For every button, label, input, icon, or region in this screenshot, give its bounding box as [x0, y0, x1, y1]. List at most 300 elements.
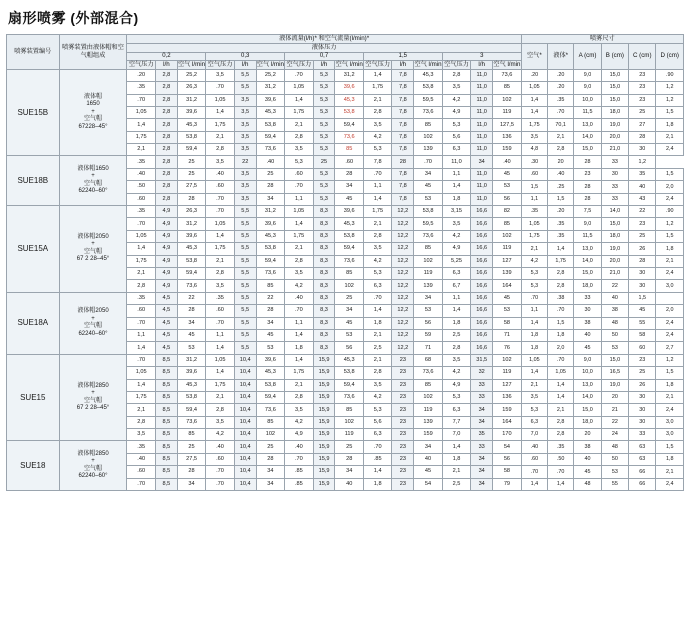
dimension-cell: 25 — [629, 367, 656, 379]
dimension-cell: 6,3 — [521, 416, 547, 428]
data-cell: 15,9 — [313, 453, 335, 465]
data-cell: 11,0 — [471, 82, 493, 94]
data-cell: 170 — [493, 429, 522, 441]
data-cell: 3,15 — [442, 206, 470, 218]
dimension-cell: .35 — [521, 206, 547, 218]
data-cell: 16,6 — [471, 317, 493, 329]
dimension-cell: 1,2 — [656, 94, 684, 106]
data-cell: 102 — [256, 429, 284, 441]
data-cell: 34 — [256, 466, 284, 478]
table-row — [7, 354, 684, 366]
data-cell: 1,75 — [285, 367, 313, 379]
data-cell: .40 — [256, 156, 284, 168]
data-cell: 139 — [414, 416, 442, 428]
data-cell: 85 — [335, 404, 363, 416]
data-cell: 3,5 — [234, 131, 256, 143]
data-cell: 10,4 — [234, 379, 256, 391]
dimension-cell: 2,4 — [656, 404, 684, 416]
data-cell: 53,8 — [335, 367, 363, 379]
data-cell: 102 — [335, 416, 363, 428]
dimension-cell: 50 — [601, 453, 628, 465]
header-pressure-2: 0,7 — [285, 52, 364, 61]
dimension-cell: 1,2 — [656, 82, 684, 94]
data-cell: 1,4 — [127, 243, 155, 255]
data-cell: 39,6 — [256, 94, 284, 106]
spray-nozzle-table — [6, 34, 684, 491]
header-dims-group: 喷雾尺寸 — [521, 35, 683, 44]
dimension-cell: 1,8 — [656, 119, 684, 131]
data-cell: .50 — [127, 181, 155, 193]
dimension-cell: 13,0 — [574, 379, 601, 391]
dimension-cell: 1,5 — [656, 106, 684, 118]
data-cell: 10,4 — [234, 478, 256, 490]
data-cell: 4,5 — [155, 342, 177, 354]
data-cell: 33 — [471, 379, 493, 391]
data-cell: 45,3 — [256, 230, 284, 242]
data-cell: 127,5 — [493, 119, 522, 131]
data-cell: 6,3 — [363, 429, 391, 441]
data-cell: 26,3 — [177, 82, 205, 94]
data-cell: 12,2 — [392, 243, 414, 255]
data-cell: 4,2 — [363, 391, 391, 403]
data-cell: 3,5 — [234, 106, 256, 118]
data-cell: 58 — [493, 317, 522, 329]
dimension-cell: .70 — [548, 466, 574, 478]
data-cell: 2,1 — [363, 218, 391, 230]
data-cell: .85 — [285, 466, 313, 478]
dimension-cell: 22 — [601, 280, 628, 292]
data-cell: .60 — [127, 193, 155, 205]
data-cell: 2,8 — [155, 94, 177, 106]
data-cell: 39,6 — [335, 206, 363, 218]
dimension-cell: 2,1 — [521, 243, 547, 255]
data-cell: .70 — [363, 292, 391, 304]
data-cell: 28 — [335, 453, 363, 465]
data-cell: 5,3 — [313, 94, 335, 106]
data-cell: .85 — [285, 478, 313, 490]
data-cell: 45,3 — [335, 354, 363, 366]
data-cell: 5,3 — [313, 168, 335, 180]
data-cell: 3,5 — [442, 354, 470, 366]
data-cell: 10,4 — [234, 391, 256, 403]
dimension-cell: 1,4 — [521, 367, 547, 379]
data-cell: 25 — [256, 441, 284, 453]
data-cell: 45 — [335, 317, 363, 329]
header-air-lmin-3: 空气 l/min — [414, 61, 442, 68]
data-cell: 4,2 — [442, 367, 470, 379]
data-cell: 23 — [392, 453, 414, 465]
dimension-cell — [656, 292, 684, 304]
dimension-cell: 14,0 — [574, 131, 601, 143]
data-cell: 4,9 — [442, 106, 470, 118]
data-cell: 34 — [177, 317, 205, 329]
data-cell: 2,1 — [363, 94, 391, 106]
data-cell: 53,8 — [256, 379, 284, 391]
dimension-cell: 1,5 — [548, 193, 574, 205]
data-cell: 82 — [493, 206, 522, 218]
dimension-cell: 5,3 — [521, 280, 547, 292]
data-cell: 1,75 — [127, 255, 155, 267]
data-cell: 73,6 — [335, 391, 363, 403]
data-cell: 1,4 — [442, 441, 470, 453]
dimension-cell: 15,0 — [574, 144, 601, 156]
data-cell: 1,4 — [127, 119, 155, 131]
dimension-cell: 26 — [629, 379, 656, 391]
data-cell: 5,5 — [234, 230, 256, 242]
data-cell: 45,3 — [177, 243, 205, 255]
data-cell: .35 — [127, 82, 155, 94]
table-row — [7, 156, 684, 168]
dimension-cell: 53 — [601, 342, 628, 354]
dimension-cell: 20,0 — [601, 131, 628, 143]
dimension-cell: 40 — [629, 181, 656, 193]
data-cell: 5,3 — [313, 131, 335, 143]
data-cell: 1,1 — [442, 168, 470, 180]
data-cell: .70 — [127, 218, 155, 230]
data-cell: 45,3 — [177, 119, 205, 131]
dimension-cell: 66 — [629, 466, 656, 478]
data-cell: 2,8 — [285, 255, 313, 267]
data-cell: 34 — [256, 193, 284, 205]
data-cell: 6,3 — [442, 404, 470, 416]
data-cell: 1,05 — [206, 94, 234, 106]
data-cell: 4,9 — [442, 379, 470, 391]
dimension-cell: 1,75 — [548, 255, 574, 267]
data-cell: 5,3 — [442, 391, 470, 403]
data-cell: 1,4 — [363, 466, 391, 478]
data-cell: 45,3 — [256, 367, 284, 379]
data-cell: 127 — [493, 379, 522, 391]
data-cell: 45 — [177, 329, 205, 341]
dimension-cell: .25 — [548, 181, 574, 193]
dimension-cell: 30 — [574, 305, 601, 317]
data-cell: 1,05 — [206, 218, 234, 230]
data-cell: 4,9 — [442, 243, 470, 255]
data-cell: 45 — [414, 181, 442, 193]
dimension-cell: 2,1 — [656, 131, 684, 143]
dimension-cell: 3,5 — [521, 391, 547, 403]
data-cell: 7,8 — [392, 119, 414, 131]
data-cell: 1,05 — [206, 354, 234, 366]
dimension-cell: 1,2 — [629, 156, 656, 168]
header-lh-3: l/h — [392, 61, 414, 70]
data-cell: .70 — [206, 466, 234, 478]
data-cell: 27,5 — [177, 453, 205, 465]
data-cell: 3,5 — [234, 181, 256, 193]
data-cell: .60 — [127, 305, 155, 317]
data-cell: 1,1 — [442, 292, 470, 304]
dimension-cell: 70,1 — [548, 119, 574, 131]
dimension-cell: 21,0 — [601, 268, 628, 280]
dimension-cell: 48 — [574, 478, 601, 490]
dimension-cell: 19,0 — [601, 119, 628, 131]
data-cell: 8,5 — [155, 367, 177, 379]
nozzle-code: SUE18A — [7, 292, 60, 354]
dimension-cell: 1,4 — [548, 379, 574, 391]
data-cell: 5,3 — [313, 144, 335, 156]
data-cell: 16,6 — [471, 342, 493, 354]
data-cell: 53 — [493, 305, 522, 317]
data-cell: 2,8 — [155, 119, 177, 131]
data-cell: 53,8 — [414, 82, 442, 94]
data-cell: 45 — [335, 193, 363, 205]
data-cell: 8,3 — [313, 329, 335, 341]
data-cell: 12,2 — [392, 317, 414, 329]
data-cell: 16,6 — [471, 329, 493, 341]
data-cell: 53,8 — [177, 391, 205, 403]
data-cell: 34 — [256, 317, 284, 329]
data-cell: 4,9 — [155, 206, 177, 218]
data-cell: 8,3 — [313, 243, 335, 255]
dimension-cell: 1,05 — [521, 354, 547, 366]
table-row — [7, 206, 684, 218]
data-cell: 11,0 — [471, 144, 493, 156]
dimension-cell: 1,4 — [521, 94, 547, 106]
data-cell: 2,8 — [127, 416, 155, 428]
data-cell: 3,5 — [363, 119, 391, 131]
data-cell: 5,5 — [234, 218, 256, 230]
data-cell: 1,05 — [127, 367, 155, 379]
dimension-cell: 15,0 — [601, 218, 628, 230]
data-cell: 4,9 — [155, 218, 177, 230]
data-cell: 1,4 — [285, 218, 313, 230]
dimension-cell: 1,1 — [521, 305, 547, 317]
data-cell: 59,4 — [177, 268, 205, 280]
dimension-cell: 45 — [574, 342, 601, 354]
header-pressure-1: 0,3 — [206, 52, 285, 61]
data-cell: 3,5 — [234, 144, 256, 156]
dimension-cell: .70 — [521, 466, 547, 478]
header-liquid-pressure: 液体压力 — [127, 43, 521, 52]
dimension-cell: .70 — [548, 305, 574, 317]
data-cell: 8,5 — [155, 404, 177, 416]
data-cell: 8,3 — [313, 230, 335, 242]
header-air-lmin-0: 空气 l/min — [177, 61, 206, 68]
data-cell: 2,8 — [155, 156, 177, 168]
dimension-cell: 1,5 — [629, 292, 656, 304]
dimension-cell: .40 — [521, 441, 547, 453]
data-cell: 4,2 — [285, 280, 313, 292]
data-cell: 5,5 — [234, 255, 256, 267]
dimension-cell: .20 — [548, 206, 574, 218]
page-title: 扇形喷雾 (外部混合) — [8, 10, 139, 26]
dimension-cell: 1,4 — [521, 106, 547, 118]
dimension-cell: 22 — [629, 206, 656, 218]
dimension-cell: 2,4 — [656, 144, 684, 156]
data-cell: 1,05 — [285, 82, 313, 94]
header-dim-c: C (cm) — [629, 43, 656, 69]
data-cell: 73,6 — [177, 280, 205, 292]
data-cell: .70 — [127, 478, 155, 490]
data-cell: 136 — [493, 391, 522, 403]
data-cell: .70 — [206, 193, 234, 205]
data-cell: 6,3 — [442, 268, 470, 280]
data-cell: 2,1 — [127, 404, 155, 416]
data-cell: 22 — [256, 292, 284, 304]
data-cell: 85 — [256, 416, 284, 428]
data-cell: 5,3 — [363, 404, 391, 416]
data-cell: 85 — [493, 218, 522, 230]
dimension-cell: .38 — [548, 292, 574, 304]
data-cell: 16,6 — [471, 255, 493, 267]
dimension-cell: 26 — [629, 243, 656, 255]
data-cell: 10,4 — [234, 404, 256, 416]
data-cell: 1,05 — [127, 106, 155, 118]
dimension-cell: 15,0 — [574, 404, 601, 416]
data-cell: 1,8 — [363, 478, 391, 490]
data-cell: 2,8 — [155, 106, 177, 118]
data-cell: 23 — [392, 404, 414, 416]
data-cell: 25 — [313, 156, 335, 168]
data-cell: 23 — [392, 367, 414, 379]
dimension-cell: 14,0 — [601, 206, 628, 218]
data-cell: 25,2 — [256, 69, 284, 81]
data-cell: 8,3 — [313, 280, 335, 292]
data-cell: 22 — [177, 292, 205, 304]
data-cell: 4,5 — [155, 317, 177, 329]
data-cell: 73,6 — [493, 69, 522, 81]
data-cell: 4,2 — [442, 94, 470, 106]
data-cell: 7,8 — [392, 131, 414, 143]
data-cell: 2,8 — [155, 131, 177, 143]
data-cell: .70 — [285, 69, 313, 81]
data-cell: 119 — [414, 268, 442, 280]
data-cell: 8,3 — [313, 218, 335, 230]
data-cell: 1,75 — [206, 119, 234, 131]
dimension-cell: 9,0 — [574, 218, 601, 230]
data-cell: 102 — [493, 354, 522, 366]
data-cell: 71 — [414, 342, 442, 354]
dimension-cell: 1,05 — [548, 367, 574, 379]
data-cell: 53 — [414, 193, 442, 205]
data-cell: .70 — [285, 305, 313, 317]
data-cell: 12,2 — [392, 268, 414, 280]
dimension-cell: 2,8 — [548, 429, 574, 441]
dimension-cell: 30 — [629, 268, 656, 280]
data-cell: 39,6 — [256, 218, 284, 230]
data-cell: 2,1 — [127, 268, 155, 280]
dimension-cell: 1,8 — [521, 329, 547, 341]
dimension-cell: 11,5 — [574, 106, 601, 118]
data-cell: 59,4 — [335, 243, 363, 255]
data-cell: 2,1 — [206, 255, 234, 267]
dimension-cell: 18,0 — [574, 416, 601, 428]
data-cell: 2,8 — [363, 367, 391, 379]
data-cell: 5,3 — [313, 119, 335, 131]
dimension-cell: 33 — [574, 292, 601, 304]
data-cell: 2,8 — [155, 193, 177, 205]
data-cell: 5,5 — [234, 280, 256, 292]
data-cell: 7,8 — [363, 156, 391, 168]
data-cell: 73,6 — [256, 404, 284, 416]
data-cell: 3,5 — [285, 268, 313, 280]
header-dim-air: 空气* — [521, 43, 547, 69]
data-cell: .35 — [127, 441, 155, 453]
data-cell: .70 — [206, 478, 234, 490]
dimension-cell: 2,8 — [548, 280, 574, 292]
data-cell: 68 — [414, 354, 442, 366]
header-lh-0: l/h — [155, 61, 177, 70]
data-cell: 34 — [335, 466, 363, 478]
data-cell: 1,1 — [127, 329, 155, 341]
data-cell: 59,4 — [335, 119, 363, 131]
data-cell: 23 — [392, 416, 414, 428]
header-air-pressure-1: 空气压力 — [207, 61, 233, 68]
dimension-cell: 2,4 — [656, 478, 684, 490]
dimension-cell: 23 — [574, 168, 601, 180]
data-cell: 7,8 — [392, 193, 414, 205]
header-dim-liquid: 液体* — [548, 43, 574, 69]
data-cell: 4,2 — [442, 230, 470, 242]
data-cell: 8,5 — [155, 391, 177, 403]
data-cell: 164 — [493, 416, 522, 428]
dimension-cell: 18,0 — [601, 106, 628, 118]
data-cell: 3,5 — [234, 193, 256, 205]
dimension-cell: 2,1 — [548, 404, 574, 416]
data-cell: 5,3 — [313, 181, 335, 193]
data-cell: 159 — [414, 429, 442, 441]
data-cell: .20 — [127, 69, 155, 81]
dimension-cell: 2,4 — [656, 193, 684, 205]
data-cell: 4,9 — [155, 268, 177, 280]
dimension-cell: 1,4 — [521, 478, 547, 490]
data-cell: 32 — [471, 367, 493, 379]
dimension-cell: 33 — [629, 429, 656, 441]
data-cell: 12,2 — [392, 255, 414, 267]
data-cell: 22 — [234, 156, 256, 168]
data-cell: .85 — [363, 453, 391, 465]
nozzle-code: SUE18B — [7, 156, 60, 206]
data-cell: 5,25 — [442, 255, 470, 267]
data-cell: 1,8 — [285, 342, 313, 354]
data-cell: 136 — [493, 131, 522, 143]
data-cell: 3,5 — [206, 280, 234, 292]
data-cell: 127 — [493, 255, 522, 267]
data-cell: 2,8 — [363, 106, 391, 118]
data-cell: 2,8 — [206, 268, 234, 280]
data-cell: 6,3 — [363, 280, 391, 292]
data-cell: 15,9 — [313, 391, 335, 403]
dimension-cell: 9,0 — [574, 354, 601, 366]
header-pressure-3: 1,5 — [363, 52, 442, 61]
data-cell: 16,6 — [471, 218, 493, 230]
dimension-cell: 20 — [548, 156, 574, 168]
nozzle-code: SUE18 — [7, 441, 60, 491]
data-cell: 34 — [471, 478, 493, 490]
data-cell: 58 — [493, 466, 522, 478]
data-cell: 4,2 — [363, 255, 391, 267]
dimension-cell: 1,5 — [656, 441, 684, 453]
data-cell: 8,5 — [155, 453, 177, 465]
dimension-cell: .20 — [548, 69, 574, 81]
data-cell: 85 — [335, 268, 363, 280]
data-cell: 5,3 — [363, 268, 391, 280]
data-cell: 16,6 — [471, 206, 493, 218]
data-cell: 1,1 — [206, 329, 234, 341]
header-setup: 喷雾装置由液体帽和空气帽组成 — [59, 35, 127, 70]
data-cell: 7,8 — [392, 168, 414, 180]
dimension-cell: 1,8 — [656, 453, 684, 465]
dimension-cell: 48 — [601, 441, 628, 453]
data-cell: 102 — [335, 280, 363, 292]
data-cell: 56 — [335, 342, 363, 354]
data-cell: .40 — [285, 292, 313, 304]
data-cell: 23 — [392, 478, 414, 490]
dimension-cell: 45 — [574, 466, 601, 478]
data-cell: 16,6 — [471, 280, 493, 292]
dimension-cell: 1,4 — [548, 478, 574, 490]
data-cell: 2,1 — [285, 243, 313, 255]
